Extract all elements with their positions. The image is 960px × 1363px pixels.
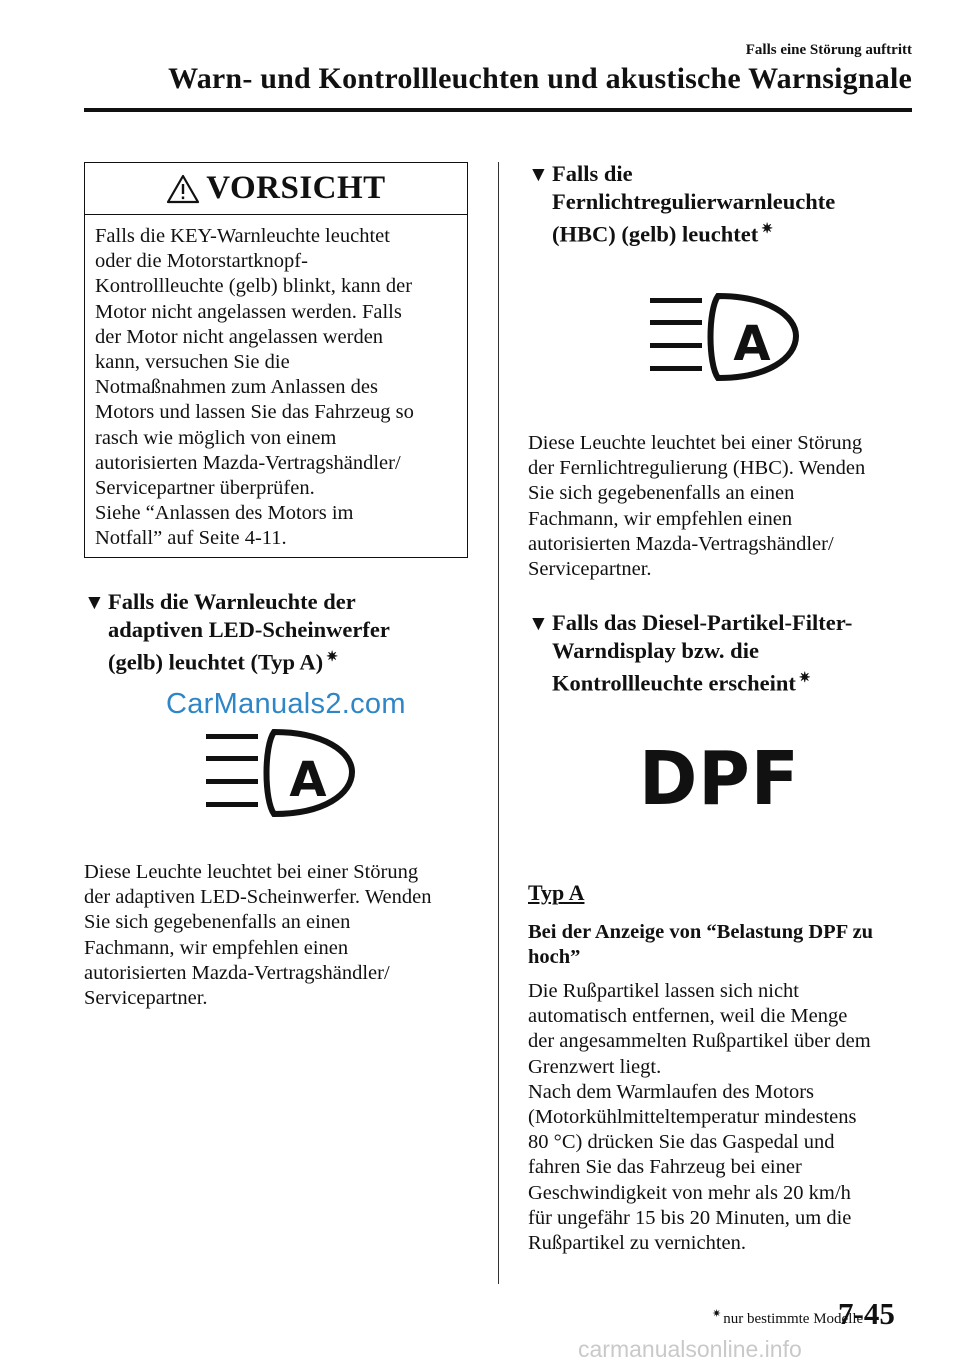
- caution-line: rasch wie möglich von einem: [95, 426, 337, 449]
- running-header-section: Falls eine Störung auftritt: [745, 42, 912, 58]
- section-dpf: [528, 609, 852, 698]
- site-watermark: carmanualsonline.info: [578, 1336, 802, 1362]
- caution-line: Servicepartner überprüfen.: [95, 477, 315, 500]
- section-heading: [528, 609, 852, 698]
- warning-triangle-icon: [166, 174, 200, 204]
- heading-line: adaptiven LED-Scheinwerfer: [108, 617, 390, 642]
- body-line: fahren Sie das Fahrzeug bei einer: [528, 1156, 802, 1179]
- body-line: Die Rußpartikel lassen sich nicht: [528, 980, 799, 1002]
- section-heading: [528, 160, 835, 249]
- body-line: Nach dem Warmlaufen des Motors: [528, 1080, 815, 1103]
- section-body: [528, 979, 928, 1256]
- body-line: Geschwindigkeit von mehr als 20 km/h: [528, 1181, 851, 1204]
- caution-line: oder die Motorstartknopf-: [95, 250, 308, 273]
- body-line: 80 °C) drücken Sie das Gaspedal und: [528, 1131, 835, 1154]
- heading-line: (gelb) leuchtet (Typ A): [108, 649, 324, 675]
- caution-line: Notmaßnahmen zum Anlassen des: [95, 376, 378, 399]
- caution-line: autorisierten Mazda-Vertragshändler/: [95, 451, 401, 474]
- section-adaptive-headlight: [84, 588, 390, 677]
- caution-box: [84, 162, 468, 558]
- caution-line: Notfall” auf Seite 4-11.: [95, 527, 287, 550]
- caution-line: Motor nicht angelassen werden. Falls: [95, 300, 402, 323]
- heading-line: Fernlichtregulierwarnleuchte: [552, 189, 836, 214]
- caution-line: Falls die KEY-Warnleuchte leuchtet: [95, 225, 390, 247]
- caution-line: Kontrollleuchte (gelb) blinkt, kann der: [95, 275, 413, 298]
- header-divider: [84, 108, 912, 112]
- heading-line: (HBC) (gelb) leuchtet: [552, 221, 759, 247]
- asterisk-icon: ✷: [326, 650, 338, 665]
- sub-heading: [528, 920, 918, 970]
- column-divider: [498, 162, 499, 1284]
- body-line: autorisierten Mazda-Vertragshändler/: [84, 961, 390, 984]
- body-line: Servicepartner.: [528, 558, 652, 581]
- heading-line: Kontrollleuchte erscheint: [552, 670, 796, 696]
- heading-line: Falls die Warnleuchte der: [108, 589, 356, 614]
- body-line: der angesammelten Rußpartikel über dem: [528, 1030, 871, 1053]
- page-title: Warn- und Kontrollleuchten und akustische Warnsignale: [168, 62, 912, 95]
- high-beam-control-icon: [646, 292, 806, 384]
- section-heading: [84, 588, 390, 677]
- sub-heading-line: Bei der Anzeige von “Belastung DPF zu: [528, 921, 874, 943]
- caution-header: [85, 163, 467, 215]
- heading-line: Falls die: [552, 161, 633, 186]
- heading-text: [552, 160, 835, 249]
- heading-line: Falls das Diesel-Partikel-Filter-: [552, 610, 853, 635]
- body-line: Fachmann, wir empfehlen einen: [528, 507, 793, 530]
- triangle-bullet-icon: ▼: [528, 162, 549, 186]
- caution-line: Motors und lassen Sie das Fahrzeug so: [95, 401, 414, 424]
- body-line: Sie sich gegebenenfalls an einen: [84, 911, 351, 934]
- sub-heading-line: hoch”: [528, 946, 581, 969]
- watermark: CarManuals2.com: [166, 688, 406, 720]
- body-line: der Fernlichtregulierung (HBC). Wenden: [528, 457, 866, 480]
- body-line: für ungefähr 15 bis 20 Minuten, um die: [528, 1206, 852, 1229]
- type-label: Typ A: [528, 880, 585, 905]
- heading-line: Warndisplay bzw. die: [552, 638, 759, 663]
- body-line: Fachmann, wir empfehlen einen: [84, 936, 349, 959]
- body-line: Diese Leuchte leuchtet bei einer Störung: [528, 432, 863, 454]
- asterisk-icon: ✷: [712, 1308, 722, 1320]
- caution-line: der Motor nicht angelassen werden: [95, 325, 384, 348]
- body-line: Servicepartner.: [84, 987, 208, 1010]
- caution-line: Siehe “Anlassen des Motors im: [95, 502, 354, 525]
- body-line: der adaptiven LED-Scheinwerfer. Wenden: [84, 886, 432, 909]
- body-line: Diese Leuchte leuchtet bei einer Störung: [84, 861, 419, 883]
- page-number: 7-45: [838, 1296, 895, 1331]
- footer-note-text: nur bestimmte Modelle: [723, 1311, 864, 1327]
- caution-line: kann, versuchen Sie die: [95, 351, 290, 374]
- heading-text: [108, 588, 390, 677]
- triangle-bullet-icon: ▼: [84, 590, 105, 614]
- section-body: [84, 860, 484, 1011]
- dpf-indicator-icon: DPF: [639, 736, 800, 822]
- section-body: [528, 431, 928, 582]
- adaptive-headlight-icon: [202, 728, 362, 820]
- headlight-letter: A: [289, 752, 327, 808]
- caution-title: VORSICHT: [206, 170, 386, 206]
- asterisk-icon: ✷: [761, 222, 773, 237]
- body-line: Grenzwert liegt.: [528, 1055, 662, 1078]
- body-line: Sie sich gegebenenfalls an einen: [528, 482, 795, 505]
- body-line: (Motorkühlmitteltemperatur mindestens: [528, 1106, 857, 1129]
- triangle-bullet-icon: ▼: [528, 611, 549, 635]
- body-line: Rußpartikel zu vernichten.: [528, 1232, 747, 1255]
- body-line: autorisierten Mazda-Vertragshändler/: [528, 532, 834, 555]
- headlight-letter: A: [733, 316, 771, 372]
- heading-text: [552, 609, 852, 698]
- asterisk-icon: ✷: [798, 671, 811, 686]
- body-line: automatisch entfernen, weil die Menge: [528, 1005, 848, 1028]
- section-hbc: [528, 160, 835, 249]
- caution-text: [85, 215, 467, 552]
